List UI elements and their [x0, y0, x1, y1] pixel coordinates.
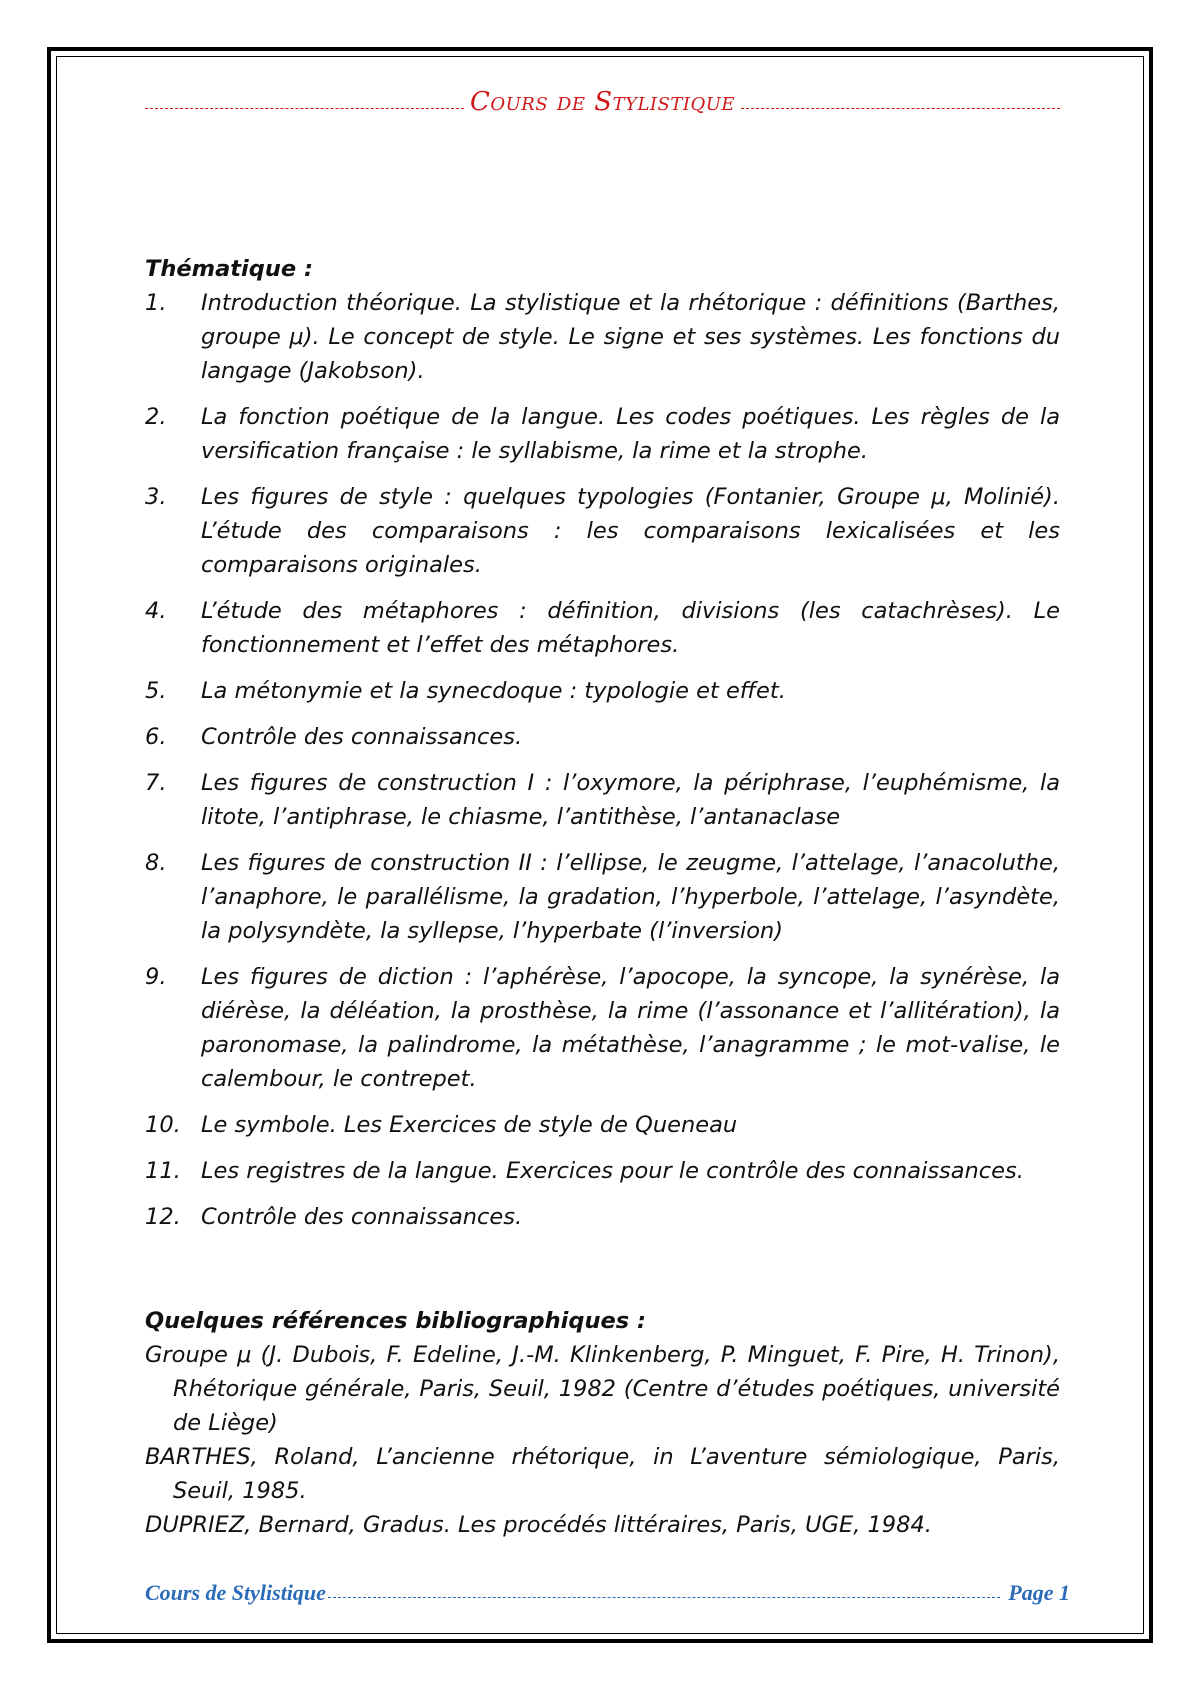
bibliography-entry: DUPRIEZ, Bernard, Gradus. Les procédés littéraires, Paris, UGE, 1984. [145, 1512, 932, 1538]
footer-dash [328, 1597, 1000, 1598]
topic-item [145, 720, 1060, 754]
topic-item [145, 286, 1060, 388]
topic-text: Les figures de construction II : l’ellipse, le zeugme, l’attelage, l’anacoluthe, l’anaphore, le parallélisme, la gradation, l’hyperbole, l’attelage, l’asyndète, la polysyndète, la syllepse, l’hyperbate (l’inversion) [201, 850, 1060, 944]
topic-number: 12. [145, 1204, 181, 1230]
topic-number: 2. [145, 404, 167, 430]
topic-item [145, 846, 1060, 948]
bibliography-entry: BARTHES, Roland, L’ancienne rhétorique, in L’aventure sémiologique, Paris, Seuil, 1985. [145, 1444, 1060, 1504]
topic-number: 1. [145, 290, 167, 316]
document-body [145, 252, 1060, 1542]
page-header [145, 82, 1060, 122]
topic-text: Les figures de diction : l’aphérèse, l’apocope, la syncope, la synérèse, la diérèse, la déléation, la prosthèse, la rime (l’assonance et l’allitération), la paronomase, la palindrome, la métathèse, l’anagramme ; le mot-valise, le calembour, le contrepet. [201, 964, 1060, 1092]
bibliography-list [145, 1338, 1060, 1542]
topic-text: Les figures de style : quelques typologies (Fontanier, Groupe μ, Molinié). L’étude des comparaisons : les comparaisons lexicalisées et les comparaisons originales. [201, 484, 1060, 578]
topic-number: 3. [145, 484, 167, 510]
topic-text: Les registres de la langue. Exercices pour le contrôle des connaissances. [201, 1158, 1024, 1184]
topic-text: Contrôle des connaissances. [201, 724, 523, 750]
header-dash-left [145, 108, 464, 109]
topic-number: 11. [145, 1158, 181, 1184]
topic-item [145, 1154, 1060, 1188]
footer-page-number: Page 1 [1008, 1580, 1070, 1605]
topic-text: Les figures de construction I : l’oxymore, la périphrase, l’euphémisme, la litote, l’antiphrase, le chiasme, l’antithèse, l’antanaclase [201, 770, 1060, 830]
topic-text: Le symbole. Les Exercices de style de Queneau [201, 1112, 738, 1138]
topic-item [145, 1108, 1060, 1142]
topic-text: Introduction théorique. La stylistique et la rhétorique : définitions (Barthes, groupe μ). Le concept de style. Le signe et ses systèmes. Les fonctions du langage (Jakobson). [201, 290, 1060, 384]
topic-text: La métonymie et la synecdoque : typologie et effet. [201, 678, 786, 704]
topic-item [145, 480, 1060, 582]
topic-number: 6. [145, 724, 167, 750]
topic-item [145, 766, 1060, 834]
bibliography-heading: Quelques références bibliographiques : [145, 1308, 646, 1334]
bibliography-entry: Groupe μ (J. Dubois, F. Edeline, J.-M. Klinkenberg, P. Minguet, F. Pire, H. Trinon), Rhétorique générale, Paris, Seuil, 1982 (Centre d’études poétiques, université de Liège) [145, 1342, 1060, 1436]
footer-course-title: Cours de Stylistique [145, 1580, 326, 1605]
thematique-heading: Thématique : [145, 256, 313, 282]
topic-number: 7. [145, 770, 167, 796]
header-dash-right [741, 108, 1060, 109]
topic-list [145, 286, 1060, 1234]
topic-item [145, 960, 1060, 1096]
topic-item [145, 400, 1060, 468]
topic-item [145, 674, 1060, 708]
topic-text: Contrôle des connaissances. [201, 1204, 523, 1230]
topic-number: 8. [145, 850, 167, 876]
topic-item [145, 594, 1060, 662]
topic-number: 4. [145, 598, 167, 624]
page-footer [145, 1578, 1070, 1608]
topic-text: La fonction poétique de la langue. Les codes poétiques. Les règles de la versification française : le syllabisme, la rime et la strophe. [201, 404, 1060, 464]
topic-number: 5. [145, 678, 167, 704]
topic-item [145, 1200, 1060, 1234]
topic-text: L’étude des métaphores : définition, divisions (les catachrèses). Le fonctionnement et l’effet des métaphores. [201, 598, 1060, 658]
header-title: Cours de Stylistique [469, 87, 736, 117]
topic-number: 10. [145, 1112, 181, 1138]
topic-number: 9. [145, 964, 167, 990]
